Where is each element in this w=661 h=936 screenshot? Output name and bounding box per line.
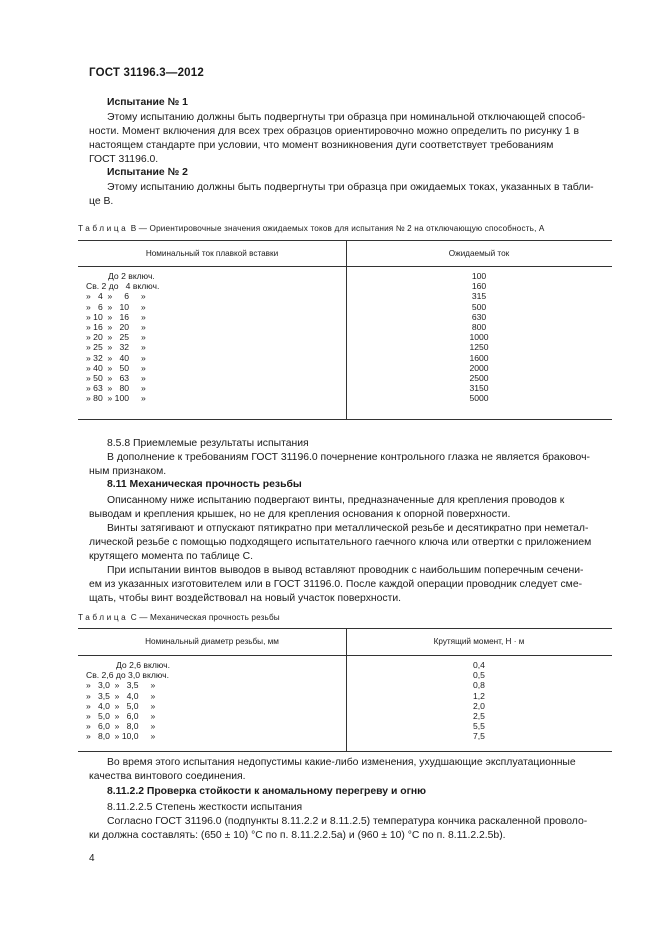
table-b-row-label: » 32 » 40 » bbox=[86, 352, 146, 363]
page-number: 4 bbox=[89, 853, 95, 864]
text-line: ГОСТ 31196.0. bbox=[89, 154, 159, 165]
text-line: При испытании винтов выводов в вывод вставляют проводник с наибольшим поперечным сечени- bbox=[107, 565, 584, 576]
table-c-rows bbox=[86, 660, 336, 742]
table-b-row-label: » 80 » 100 » bbox=[86, 393, 146, 404]
table-b-row-value: 1250 bbox=[469, 342, 489, 353]
table-b-row-label: » 4 » 6 » bbox=[86, 291, 146, 302]
section-8-11-2-2-5-title: 8.11.2.2.5 Степень жесткости испытания bbox=[107, 802, 303, 813]
table-b-row-value: 160 bbox=[471, 281, 487, 292]
table-b-col2-header: Ожидаемый ток bbox=[448, 249, 510, 258]
table-c-row-value: 2,0 bbox=[473, 700, 485, 711]
table-c-row-label: » 6,0 » 8,0 » bbox=[86, 721, 156, 732]
table-b-caption bbox=[78, 224, 545, 233]
text-line: Этому испытанию должны быть подвергнуты три образца при номинальной отключающей способ- bbox=[107, 112, 586, 123]
table-c-row-label: » 3,5 » 4,0 » bbox=[86, 690, 156, 701]
text-line: Этому испытанию должны быть подвергнуты три образца при ожидаемых токах, указанных в табли- bbox=[107, 182, 594, 193]
table-b-row-value: 800 bbox=[471, 322, 487, 333]
table-b-row-label: » 40 » 50 » bbox=[86, 362, 146, 373]
table-b-caption-text: В — Ориентировочные значения ожидаемых токов для испытания № 2 на отключающую способность, А bbox=[130, 224, 545, 233]
table-c-row-label: » 5,0 » 6,0 » bbox=[86, 711, 156, 722]
table-b-row-value: 5000 bbox=[469, 393, 489, 404]
text-line: качества винтового соединения. bbox=[89, 771, 246, 782]
table-c-values bbox=[346, 660, 612, 742]
section-8-11-title: 8.11 Механическая прочность резьбы bbox=[107, 479, 302, 490]
text-line: ности. Момент включения для всех трех образцов ориентировочно можно определить по рисунку 1 в bbox=[89, 126, 579, 137]
table-c-row-label: Св. 2,6 до 3,0 включ. bbox=[86, 670, 169, 681]
text-line: Винты затягивают и отпускают пятикратно при металлической резьбе и десятикратно при неметал- bbox=[107, 523, 589, 534]
table-b-rows bbox=[86, 271, 336, 404]
after-table-c-paragraph bbox=[89, 756, 613, 784]
table-c-row-label: » 3,0 » 3,5 » bbox=[86, 680, 156, 691]
table-b-row-label: До 2 включ. bbox=[108, 271, 155, 281]
test1-title: Испытание № 1 bbox=[107, 97, 188, 108]
text-line: це В. bbox=[89, 196, 114, 207]
table-b-row-label: » 10 » 16 » bbox=[86, 311, 146, 322]
table-c-col1-header: Номинальный диаметр резьбы, мм bbox=[145, 637, 279, 646]
section-8-11-2-2-5-paragraph bbox=[89, 815, 613, 843]
table-c-row-label: До 2,6 включ. bbox=[116, 660, 170, 670]
table-b-row-value: 1600 bbox=[469, 352, 489, 363]
section-8-5-8-title: 8.5.8 Приемлемые результаты испытания bbox=[107, 438, 309, 449]
text-line: Во время этого испытания недопустимы какие-либо изменения, ухудшающие эксплуатационные bbox=[107, 757, 576, 768]
test2-paragraph bbox=[89, 181, 613, 209]
table-b-row-label: » 16 » 20 » bbox=[86, 322, 146, 333]
text-line: В дополнение к требованиям ГОСТ 31196.0 почернение контрольного глазка не является браковоч- bbox=[107, 452, 590, 463]
table-c-row-value: 0,4 bbox=[473, 660, 485, 670]
table-b-row-value: 500 bbox=[471, 301, 487, 312]
table-c-row-value: 1,2 bbox=[473, 690, 485, 701]
text-line: Описанному ниже испытанию подвергают винты, предназначенные для крепления проводов к bbox=[107, 495, 565, 506]
test2-title: Испытание № 2 bbox=[107, 167, 188, 178]
text-line: Согласно ГОСТ 31196.0 (подпункты 8.11.2.2 и 8.11.2.5) температура кончика раскаленной проволо- bbox=[107, 816, 588, 827]
table-b-values bbox=[346, 271, 612, 404]
test1-paragraph bbox=[89, 111, 613, 167]
section-8-5-8-paragraph bbox=[89, 451, 613, 479]
table-b-row-label: Св. 2 до 4 включ. bbox=[86, 281, 160, 292]
section-8-11-body bbox=[89, 494, 613, 606]
table-c-row-label: » 8,0 » 10,0 » bbox=[86, 731, 156, 742]
table-c-header-rule bbox=[78, 655, 612, 656]
table-b-row-label: » 6 » 10 » bbox=[86, 301, 146, 312]
table-b-col1-header: Номинальный ток плавкой вставки bbox=[145, 249, 279, 258]
table-c-row-value: 0,8 bbox=[473, 680, 485, 691]
table-b-row-value: 315 bbox=[471, 291, 487, 302]
table-b-row-value: 2500 bbox=[469, 373, 489, 384]
section-8-11-2-2-title: 8.11.2.2 Проверка стойкости к аномальному перегреву и огню bbox=[107, 786, 427, 797]
table-b-row-value: 100 bbox=[471, 271, 487, 281]
document-header: ГОСТ 31196.3—2012 bbox=[89, 67, 204, 79]
text-line: ки должна составлять: (650 ± 10) °С по п. 8.11.2.2.5а) и (960 ± 10) °С по п. 8.11.2.2.5b). bbox=[89, 830, 506, 841]
table-b-row-value: 630 bbox=[471, 311, 487, 322]
text-line: выводам и крепления крышек, но не для крепления основания к опорной поверхности. bbox=[89, 509, 511, 520]
table-b-caption-word: Таблица bbox=[78, 224, 129, 233]
table-b-row-value: 2000 bbox=[469, 362, 489, 373]
text-line: ем из указанных изготовителем или в ГОСТ 31196.0. После каждой операции проводник следует сме- bbox=[89, 579, 583, 590]
table-c-caption-word: Таблица bbox=[78, 613, 129, 622]
table-c-row-value: 0,5 bbox=[473, 670, 485, 681]
table-b-row-value: 1000 bbox=[469, 332, 489, 343]
table-c-row-value: 5,5 bbox=[473, 721, 485, 732]
text-line: настоящем стандарте при условии, что момент возникновения дуги соответствует требованиям bbox=[89, 140, 554, 151]
text-line: лической резьбе с помощью подходящего испытательного гаечного ключа или отвертки с приложением bbox=[89, 537, 592, 548]
table-b-row-label: » 20 » 25 » bbox=[86, 332, 146, 343]
table-c-row-value: 7,5 bbox=[473, 731, 485, 742]
text-line: щать, чтобы винт воздействовал на новый участок поверхности. bbox=[89, 593, 402, 604]
text-line: ным признаком. bbox=[89, 466, 167, 477]
table-b-header-rule bbox=[78, 266, 612, 267]
table-c-col2-header: Крутящий момент, Н · м bbox=[433, 637, 525, 646]
table-c-caption bbox=[78, 613, 280, 622]
table-c-caption-text: С — Механическая прочность резьбы bbox=[130, 613, 280, 622]
table-b-row-label: » 25 » 32 » bbox=[86, 342, 146, 353]
table-b-row-value: 3150 bbox=[469, 383, 489, 394]
table-c-row-label: » 4,0 » 5,0 » bbox=[86, 700, 156, 711]
table-b-row-label: » 63 » 80 » bbox=[86, 383, 146, 394]
text-line: крутящего момента по таблице С. bbox=[89, 551, 254, 562]
table-c-row-value: 2,5 bbox=[473, 711, 485, 722]
table-b-row-label: » 50 » 63 » bbox=[86, 373, 146, 384]
